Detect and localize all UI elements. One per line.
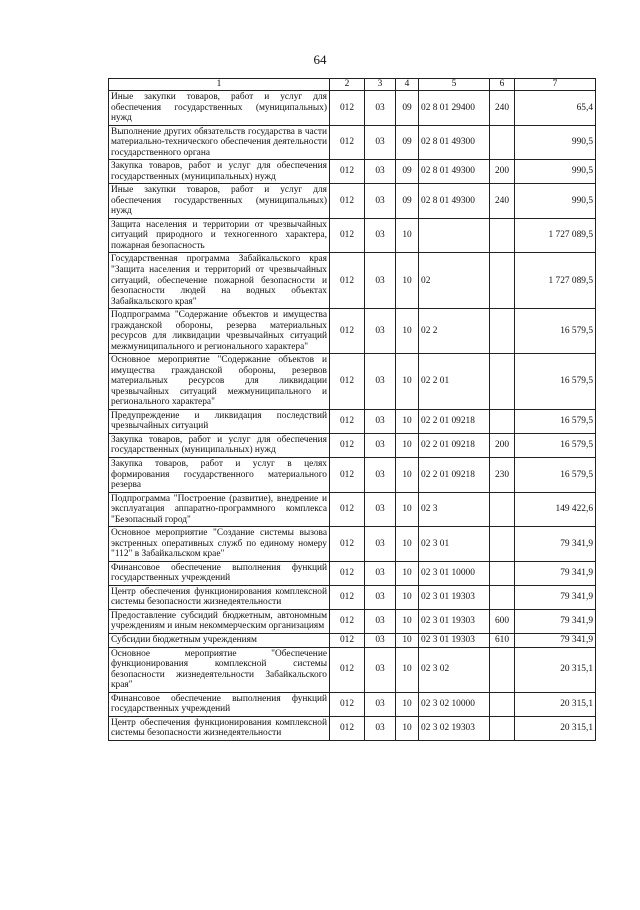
row-amount: 16 579,5 [515,409,596,433]
row-subsection-code: 10 [396,609,419,633]
row-section-code: 03 [365,125,396,160]
row-subsection-code: 09 [396,184,419,219]
row-name-cell: Субсидии бюджетным учреждениям [109,633,330,647]
table-row [109,561,596,585]
row-expense-type-code [490,253,515,309]
row-section-code: 03 [365,561,396,585]
row-target-article-code: 02 3 02 10000 [419,692,490,716]
budget-table [108,78,596,741]
header-col-4: 4 [396,79,419,91]
row-section-code: 03 [365,409,396,433]
header-col-1: 1 [109,79,330,91]
table-row [109,218,596,253]
row-name-cell: Закупка товаров, работ и услуг для обеспечения государственных (муниципальных) нужд [109,160,330,184]
row-subsection-code: 10 [396,458,419,493]
row-amount: 79 341,9 [515,585,596,609]
table-row [109,125,596,160]
row-target-article-code: 02 3 02 19303 [419,716,490,740]
table-row [109,492,596,527]
row-amount: 79 341,9 [515,633,596,647]
row-section-code: 03 [365,91,396,126]
row-section-code: 03 [365,458,396,493]
table-row [109,184,596,219]
row-expense-type-code: 230 [490,458,515,493]
table-header [109,79,596,91]
row-target-article-code: 02 3 02 [419,647,490,692]
row-section-code: 03 [365,433,396,457]
row-name-cell: Финансовое обеспечение выполнения функций государственных учреждений [109,561,330,585]
table-body [109,91,596,741]
row-name-cell: Предупреждение и ликвидация последствий чрезвычайных ситуаций [109,409,330,433]
row-expense-type-code: 240 [490,91,515,126]
row-name-cell: Иные закупки товаров, работ и услуг для обеспечения государственных (муниципальных) нужд [109,91,330,126]
row-target-article-code: 02 8 01 29400 [419,91,490,126]
row-subsection-code: 10 [396,716,419,740]
row-section-code: 03 [365,647,396,692]
row-amount: 79 341,9 [515,609,596,633]
row-subsection-code: 10 [396,647,419,692]
row-amount: 16 579,5 [515,354,596,410]
row-expense-type-code: 200 [490,433,515,457]
row-expense-type-code: 200 [490,160,515,184]
row-expense-type-code [490,409,515,433]
row-target-article-code: 02 8 01 49300 [419,184,490,219]
row-expense-type-code [490,125,515,160]
row-section-code: 03 [365,527,396,562]
row-amount: 20 315,1 [515,647,596,692]
row-admin-code: 012 [330,609,365,633]
row-amount: 20 315,1 [515,716,596,740]
row-admin-code: 012 [330,458,365,493]
row-section-code: 03 [365,609,396,633]
row-admin-code: 012 [330,692,365,716]
row-name-cell: Основное мероприятие "Содержание объектов и имущества гражданской обороны, резервов материальных ресурсов для ликвидации чрезвычайных ситуаций межмуниципального и регионального характера" [109,354,330,410]
row-amount: 990,5 [515,184,596,219]
table-row [109,647,596,692]
row-subsection-code: 10 [396,692,419,716]
row-expense-type-code [490,561,515,585]
row-name-cell: Закупка товаров, работ и услуг для обеспечения государственных (муниципальных) нужд [109,433,330,457]
row-admin-code: 012 [330,91,365,126]
row-name-cell: Предоставление субсидий бюджетным, автономным учреждениям и иным некоммерческим организациям [109,609,330,633]
header-col-3: 3 [365,79,396,91]
row-name-cell: Защита населения и территории от чрезвычайных ситуаций природного и техногенного характера, пожарная безопасность [109,218,330,253]
row-expense-type-code [490,692,515,716]
header-col-7: 7 [515,79,596,91]
table-row [109,433,596,457]
row-subsection-code: 10 [396,309,419,354]
row-section-code: 03 [365,716,396,740]
table-row [109,91,596,126]
row-admin-code: 012 [330,647,365,692]
row-name-cell: Основное мероприятие "Создание системы вызова экстренных оперативных служб по единому номеру "112" в Забайкальском крае" [109,527,330,562]
row-target-article-code: 02 3 [419,492,490,527]
row-target-article-code: 02 2 01 09218 [419,433,490,457]
row-subsection-code: 10 [396,354,419,410]
table-row [109,458,596,493]
row-name-cell: Государственная программа Забайкальского края "Защита населения и территорий от чрезвычайных ситуаций, обеспечение пожарной безопасности и безопасности людей на водных объектах Забайкальского края" [109,253,330,309]
table-row [109,527,596,562]
row-amount: 1 727 089,5 [515,218,596,253]
row-subsection-code: 10 [396,527,419,562]
row-target-article-code: 02 [419,253,490,309]
row-admin-code: 012 [330,527,365,562]
row-amount: 1 727 089,5 [515,253,596,309]
table-row [109,585,596,609]
row-admin-code: 012 [330,309,365,354]
row-name-cell: Подпрограмма "Содержание объектов и имущества гражданской обороны, резерва материальных ресурсов для ликвидации чрезвычайных ситуаций межмуниципального и регионального характера" [109,309,330,354]
row-section-code: 03 [365,585,396,609]
row-admin-code: 012 [330,125,365,160]
row-subsection-code: 09 [396,125,419,160]
row-amount: 79 341,9 [515,561,596,585]
row-expense-type-code [490,492,515,527]
row-amount: 990,5 [515,160,596,184]
table-row [109,160,596,184]
row-amount: 65,4 [515,91,596,126]
row-subsection-code: 10 [396,218,419,253]
row-section-code: 03 [365,633,396,647]
row-amount: 16 579,5 [515,458,596,493]
row-expense-type-code: 610 [490,633,515,647]
row-admin-code: 012 [330,492,365,527]
row-amount: 16 579,5 [515,433,596,457]
row-admin-code: 012 [330,585,365,609]
table-row [109,609,596,633]
row-section-code: 03 [365,492,396,527]
row-expense-type-code [490,218,515,253]
header-col-6: 6 [490,79,515,91]
row-admin-code: 012 [330,409,365,433]
row-subsection-code: 10 [396,561,419,585]
row-expense-type-code [490,647,515,692]
row-subsection-code: 10 [396,253,419,309]
table-row [109,692,596,716]
row-name-cell: Иные закупки товаров, работ и услуг для обеспечения государственных (муниципальных) нужд [109,184,330,219]
row-subsection-code: 10 [396,492,419,527]
row-admin-code: 012 [330,354,365,410]
row-section-code: 03 [365,354,396,410]
row-amount: 149 422,6 [515,492,596,527]
row-name-cell: Основное мероприятие "Обеспечение функционирования комплексной системы безопасности жизнедеятельности Забайкальского края" [109,647,330,692]
row-target-article-code: 02 8 01 49300 [419,160,490,184]
row-target-article-code: 02 3 01 19303 [419,633,490,647]
row-section-code: 03 [365,184,396,219]
page-number: 64 [313,52,327,67]
header-row [109,79,596,91]
row-target-article-code [419,218,490,253]
row-target-article-code: 02 3 01 [419,527,490,562]
row-admin-code: 012 [330,160,365,184]
row-target-article-code: 02 3 01 10000 [419,561,490,585]
row-target-article-code: 02 3 01 19303 [419,609,490,633]
row-target-article-code: 02 2 01 [419,354,490,410]
row-expense-type-code: 240 [490,184,515,219]
row-section-code: 03 [365,160,396,184]
row-name-cell: Центр обеспечения функционирования комплексной системы безопасности жизнедеятельности [109,716,330,740]
header-col-2: 2 [330,79,365,91]
row-admin-code: 012 [330,218,365,253]
row-name-cell: Подпрограмма "Построение (развитие), внедрение и эксплуатация аппаратно-программного комплекса "Безопасный город" [109,492,330,527]
row-section-code: 03 [365,253,396,309]
row-target-article-code: 02 2 [419,309,490,354]
row-target-article-code: 02 3 01 19303 [419,585,490,609]
row-subsection-code: 09 [396,91,419,126]
row-admin-code: 012 [330,184,365,219]
header-col-5: 5 [419,79,490,91]
row-admin-code: 012 [330,633,365,647]
row-expense-type-code [490,585,515,609]
row-name-cell: Финансовое обеспечение выполнения функций государственных учреждений [109,692,330,716]
row-expense-type-code [490,354,515,410]
row-expense-type-code [490,527,515,562]
table-row [109,633,596,647]
row-section-code: 03 [365,309,396,354]
row-amount: 79 341,9 [515,527,596,562]
row-target-article-code: 02 2 01 09218 [419,458,490,493]
table-row [109,253,596,309]
row-subsection-code: 10 [396,633,419,647]
row-subsection-code: 10 [396,585,419,609]
table-row [109,354,596,410]
row-section-code: 03 [365,218,396,253]
table-row [109,309,596,354]
row-subsection-code: 10 [396,433,419,457]
row-expense-type-code [490,309,515,354]
row-name-cell: Центр обеспечения функционирования комплексной системы безопасности жизнедеятельности [109,585,330,609]
row-amount: 16 579,5 [515,309,596,354]
table-row [109,716,596,740]
row-expense-type-code: 600 [490,609,515,633]
row-admin-code: 012 [330,716,365,740]
row-amount: 990,5 [515,125,596,160]
row-admin-code: 012 [330,561,365,585]
row-target-article-code: 02 8 01 49300 [419,125,490,160]
row-expense-type-code [490,716,515,740]
table-row [109,409,596,433]
row-name-cell: Закупка товаров, работ и услуг в целях формирования государственного материального резерва [109,458,330,493]
row-admin-code: 012 [330,253,365,309]
row-name-cell: Выполнение других обязательств государства в части материально-технического обеспечения деятельности государственного органа [109,125,330,160]
row-section-code: 03 [365,692,396,716]
row-amount: 20 315,1 [515,692,596,716]
row-subsection-code: 09 [396,160,419,184]
row-admin-code: 012 [330,433,365,457]
row-subsection-code: 10 [396,409,419,433]
row-target-article-code: 02 2 01 09218 [419,409,490,433]
